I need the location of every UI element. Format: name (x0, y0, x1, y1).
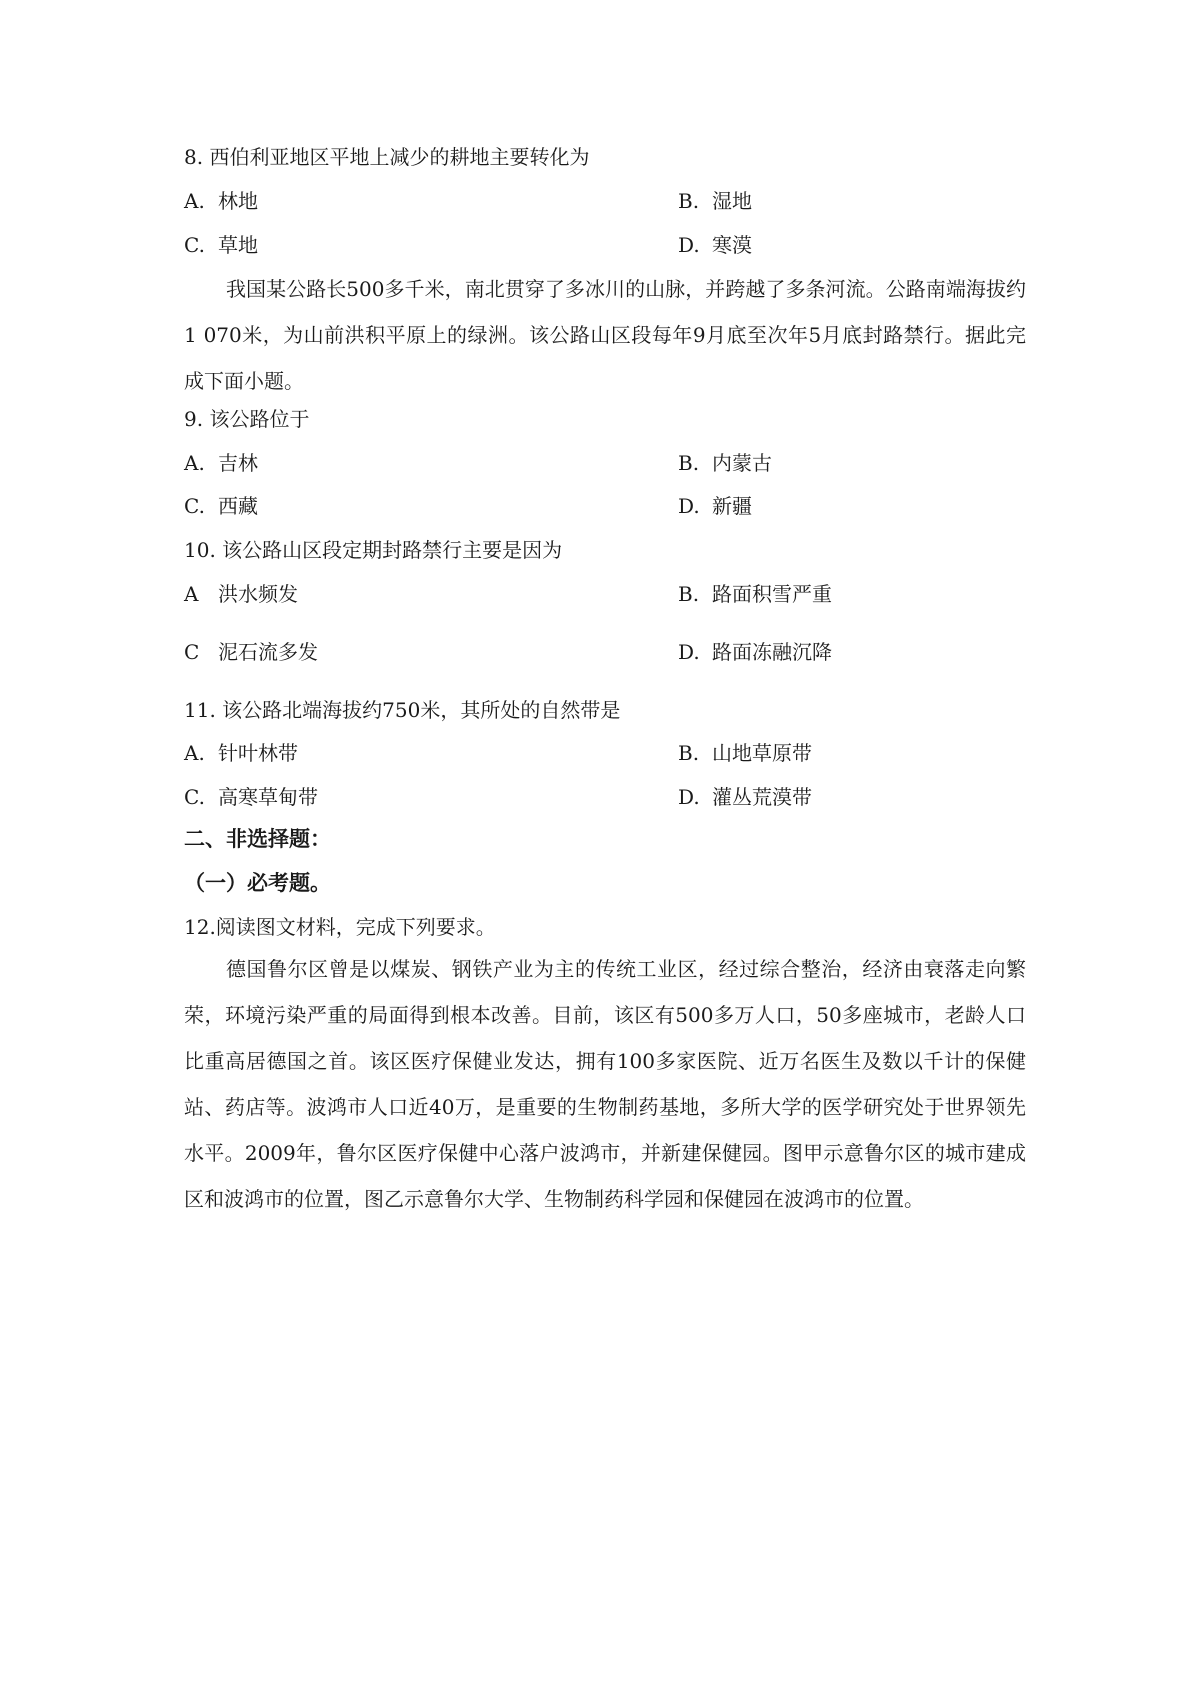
option-text: 内蒙古 (712, 451, 772, 475)
q9-option-d[interactable] (678, 492, 752, 520)
q9-option-b[interactable] (678, 449, 772, 477)
question-11-stem: 11. 该公路北端海拔约750米，其所处的自然带是 (184, 698, 621, 722)
q10-option-a[interactable] (184, 580, 298, 608)
passage-highway: 我国某公路长500多千米，南北贯穿了多冰川的山脉，并跨越了多条河流。公路南端海拔约1 070米，为山前洪积平原上的绿洲。该公路山区段每年9月底至次年5月底封路禁行。据此完成下面小题。 (184, 277, 1026, 393)
question-10-stem: 10. 该公路山区段定期封路禁行主要是因为 (184, 538, 563, 562)
q8-option-a[interactable] (184, 187, 258, 215)
q11-option-a[interactable] (184, 739, 298, 767)
question-12-stem: 12.阅读图文材料，完成下列要求。 (184, 915, 496, 939)
option-label: B. (678, 189, 700, 213)
option-label: A. (184, 741, 205, 765)
option-label: D. (678, 233, 700, 257)
option-label: B. (678, 741, 700, 765)
q9-option-a[interactable] (184, 449, 258, 477)
option-label: A. (184, 451, 205, 475)
option-text: 西藏 (218, 494, 258, 518)
option-text: 新疆 (712, 494, 752, 518)
option-text: 路面积雪严重 (712, 582, 832, 606)
option-text: 吉林 (218, 451, 258, 475)
option-text: 草地 (218, 233, 258, 257)
q11-option-b[interactable] (678, 739, 812, 767)
question-8-stem: 8. 西伯利亚地区平地上减少的耕地主要转化为 (184, 145, 590, 169)
q8-option-d[interactable] (678, 231, 752, 259)
option-label: D. (678, 494, 700, 518)
option-label: C. (184, 233, 205, 257)
section-heading: 二、非选择题： (184, 827, 331, 851)
q8-option-c[interactable] (184, 231, 258, 259)
option-label: B. (678, 451, 700, 475)
option-text: 山地草原带 (712, 741, 812, 765)
option-label: C. (184, 785, 205, 809)
option-text: 路面冻融沉降 (712, 640, 832, 664)
q10-option-d[interactable] (678, 638, 832, 666)
option-text: 针叶林带 (218, 741, 298, 765)
option-label: D. (678, 640, 700, 664)
q11-option-d[interactable] (678, 783, 812, 811)
q9-option-c[interactable] (184, 492, 258, 520)
option-text: 泥石流多发 (218, 640, 318, 664)
subsection-heading: （一）必考题。 (184, 871, 331, 895)
q8-option-b[interactable] (678, 187, 752, 215)
option-label: C. (184, 494, 205, 518)
option-label: C (184, 640, 200, 664)
option-text: 高寒草甸带 (218, 785, 318, 809)
option-label: A (184, 582, 199, 606)
option-text: 湿地 (712, 189, 752, 213)
option-label: B. (678, 582, 700, 606)
option-text: 寒漠 (712, 233, 752, 257)
q11-option-c[interactable] (184, 783, 318, 811)
option-text: 林地 (218, 189, 258, 213)
passage-ruhr: 德国鲁尔区曾是以煤炭、钢铁产业为主的传统工业区，经过综合整治，经济由衰落走向繁荣，环境污染严重的局面得到根本改善。目前，该区有500多万人口，50多座城市，老龄人口比重高居德国之首。该区医疗保健业发达，拥有100多家医院、近万名医生及数以千计的保健站、药店等。波鸿市人口近40万，是重要的生物制药基地，多所大学的医学研究处于世界领先水平。2009年，鲁尔区医疗保健中心落户波鸿市，并新建保健园。图甲示意鲁尔区的城市建成区和波鸿市的位置，图乙示意鲁尔大学、生物制药科学园和保健园在波鸿市的位置。 (184, 957, 1026, 1211)
option-label: D. (678, 785, 700, 809)
option-text: 洪水频发 (218, 582, 298, 606)
q10-option-b[interactable] (678, 580, 832, 608)
q10-option-c[interactable] (184, 638, 318, 666)
option-text: 灌丛荒漠带 (712, 785, 812, 809)
option-label: A. (184, 189, 205, 213)
question-9-stem: 9. 该公路位于 (184, 407, 310, 431)
